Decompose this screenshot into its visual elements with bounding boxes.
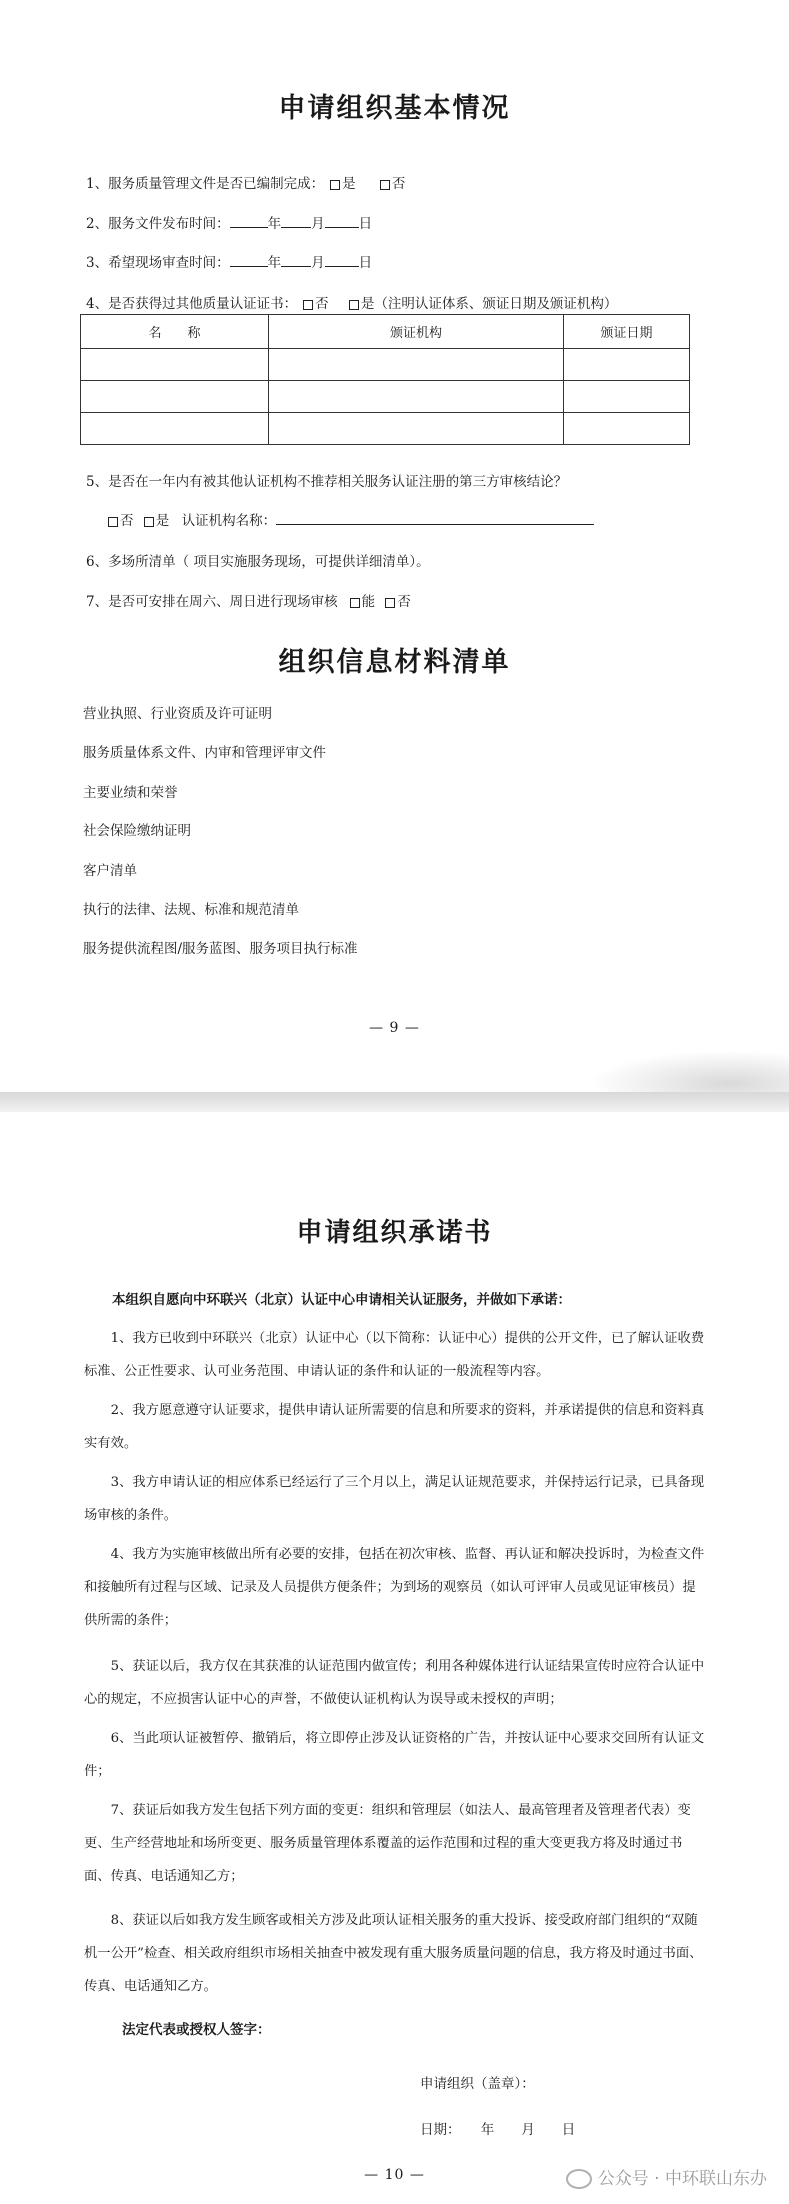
seal-label: 申请组织（盖章）：: [420, 2076, 535, 2092]
question-5: 5、是否在一年内有被其他认证机构不推荐相关服务认证注册的第三方审核结论？: [86, 474, 568, 490]
column-header: 颁证机构: [269, 315, 564, 349]
table-cell[interactable]: [269, 381, 564, 413]
table-cell[interactable]: [269, 413, 564, 445]
list-item: 主要业绩和荣誉: [83, 785, 178, 801]
question-7: 7、是否可安排在周六、周日进行现场审核 能 否: [86, 594, 411, 610]
table-cell[interactable]: [564, 349, 690, 381]
table-cell[interactable]: [564, 413, 690, 445]
month-blank[interactable]: [281, 213, 311, 228]
commitment-item: 6、当此项认证被暂停、撤销后，将立即停止涉及认证资格的广告，并按认证中心要求交回所有认证文件；: [84, 1731, 705, 1779]
materials-title: 组织信息材料清单: [278, 647, 511, 678]
signature-label: 法定代表或授权人签字：: [122, 2022, 271, 2038]
list-item: 服务质量体系文件、内审和管理评审文件: [83, 745, 326, 761]
commitment-item: 4、我方为实施审核做出所有必要的安排，包括在初次审核、监督、再认证和解决投诉时，为检查文件和接触所有过程与区域、记录及人员提供方便条件；为到场的观察员（如认可评审人员或见证审核员）提供所需的条件；: [84, 1547, 705, 1628]
checkbox[interactable]: [385, 598, 395, 608]
question-6: 6、多场所清单（ 项目实施服务现场，可提供详细清单）。: [86, 554, 430, 570]
day-blank[interactable]: [325, 213, 359, 228]
commitment-item: 5、获证以后，我方仅在其获准的认证范围内做宣传；利用各种媒体进行认证结果宣传时应符合认证中心的规定，不应损害认证中心的声誉，不做使认证机构认为误导或未授权的声明；: [84, 1659, 705, 1707]
checkbox[interactable]: [380, 180, 390, 190]
question-3: 3、希望现场审查时间： 年 月 日: [86, 251, 372, 271]
table-row: [81, 349, 690, 381]
table-row: [81, 413, 690, 445]
column-header: 颁证日期: [564, 315, 690, 349]
table-row: [81, 381, 690, 413]
table-cell[interactable]: [81, 381, 269, 413]
commitment-item: 3、我方申请认证的相应体系已经运行了三个月以上，满足认证规范要求，并保持运行记录，已具备现场审核的条件。: [84, 1475, 705, 1523]
table-cell[interactable]: [564, 381, 690, 413]
org-name-blank[interactable]: [276, 510, 594, 525]
page-title: 申请组织基本情况: [278, 93, 511, 124]
month-blank[interactable]: [281, 252, 311, 267]
table-cell[interactable]: [81, 349, 269, 381]
year-blank[interactable]: [230, 252, 268, 267]
form-page-9: [0, 0, 789, 1092]
question-2: 2、服务文件发布时间： 年 月 日: [86, 212, 372, 232]
checkbox[interactable]: [350, 598, 360, 608]
commitment-item: 1、我方已收到中环联兴（北京）认证中心（以下简称：认证中心）提供的公开文件，已了解认证收费标准、公正性要求、认可业务范围、申请认证的条件和认证的一般流程等内容。: [84, 1331, 705, 1379]
commitment-item: 2、我方愿意遵守认证要求，提供申请认证所需要的信息和所要求的资料，并承诺提供的信息和资料真实有效。: [84, 1403, 705, 1451]
date-label: 日期： 年 月 日: [420, 2122, 576, 2138]
column-header: 名 称: [81, 315, 269, 349]
question-5-options: 否 是 认证机构名称：: [108, 509, 594, 529]
list-item: 营业执照、行业资质及许可证明: [83, 706, 272, 722]
table-cell[interactable]: [81, 413, 269, 445]
checkbox[interactable]: [349, 300, 359, 310]
list-item: 服务提供流程图/服务蓝图、服务项目执行标准: [83, 941, 358, 957]
page-number: — 9 —: [369, 1020, 420, 1036]
list-item: 执行的法律、法规、标准和规范清单: [83, 902, 299, 918]
list-item: 社会保险缴纳证明: [83, 823, 191, 839]
watermark: 公众号 · 中环联山东办: [566, 2164, 767, 2189]
intro: 本组织自愿向中环联兴（北京）认证中心申请相关认证服务，并做如下承诺：: [112, 1292, 571, 1308]
certificate-table: [80, 314, 690, 445]
commitment-item: 8、获证以后如我方发生顾客或相关方涉及此项认证相关服务的重大投诉、接受政府部门组织的“双随机一公开”检查、相关政府组织市场相关抽查中被发现有重大服务质量问题的信息，我方将及时通过书面、传真、电话通知乙方。: [84, 1913, 703, 1994]
checkbox[interactable]: [108, 517, 118, 527]
year-blank[interactable]: [230, 213, 268, 228]
commitment-item: 7、获证后如我方发生包括下列方面的变更：组织和管理层（如法人、最高管理者及管理者代表）变更、生产经营地址和场所变更、服务质量管理体系覆盖的运作范围和过程的重大变更我方将及时通过书面、传真、电话通知乙方；: [84, 1803, 691, 1884]
checkbox[interactable]: [330, 180, 340, 190]
table-header-row: [81, 315, 690, 349]
day-blank[interactable]: [325, 252, 359, 267]
page-divider: [0, 1092, 789, 1112]
checkbox[interactable]: [144, 517, 154, 527]
form-page-10: [0, 1112, 789, 2204]
scan-smudge: [589, 1050, 789, 1092]
checkbox[interactable]: [303, 300, 313, 310]
question-1: 1、服务质量管理文件是否已编制完成： 是 否: [86, 176, 406, 192]
page-title: 申请组织承诺书: [296, 1218, 493, 1248]
page-number: — 10 —: [364, 2167, 425, 2183]
question-4: 4、是否获得过其他质量认证证书： 否 是（注明认证体系、颁证日期及颁证机构）: [86, 296, 618, 312]
wechat-icon: [566, 2169, 592, 2189]
list-item: 客户清单: [83, 863, 137, 879]
table-cell[interactable]: [269, 349, 564, 381]
